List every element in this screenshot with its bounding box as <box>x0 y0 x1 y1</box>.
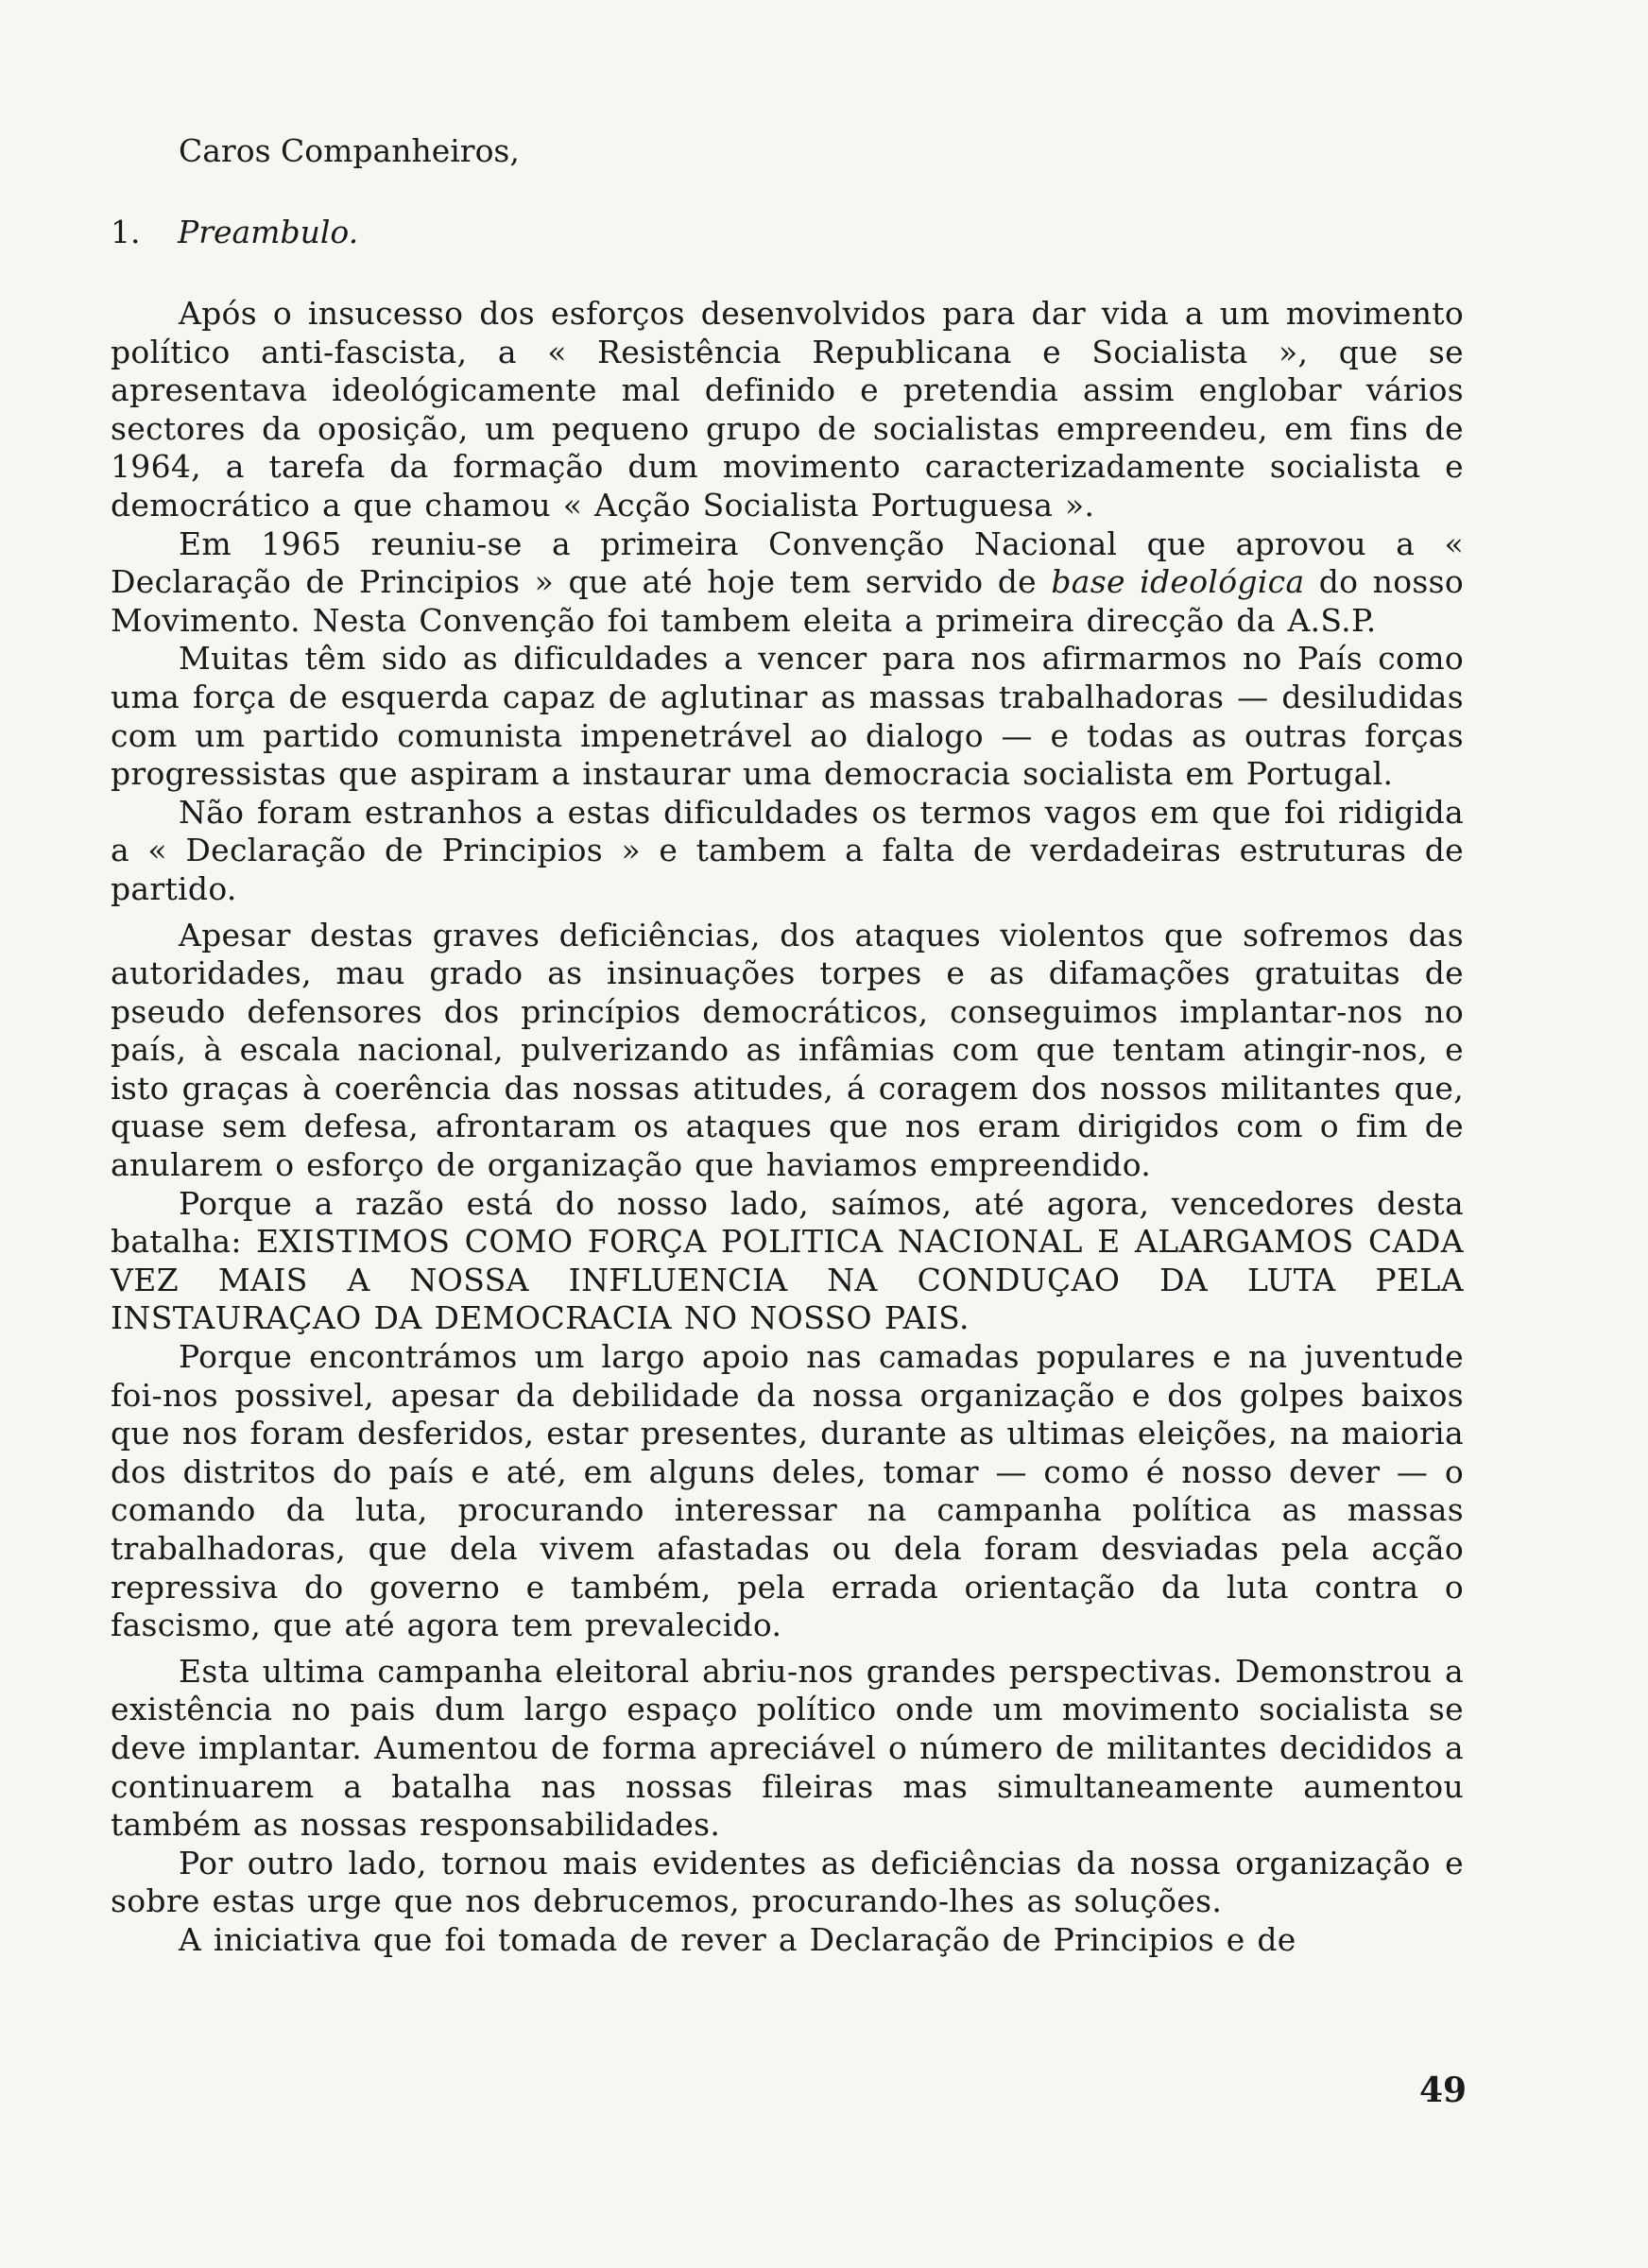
paragraph: Muitas têm sido as dificuldades a vencer para nos afirmarmos no País como uma força de esquerda capaz de aglutinar as massas trabalhadoras — desiludidas com um partido comunista impenetrável ao dialogo — e todas as outras forças progressistas que aspiram a instaurar uma democracia socialista em Portugal. <box>111 640 1464 793</box>
paragraph <box>111 1185 1464 1338</box>
paragraph: A iniciativa que foi tomada de rever a Declaração de Principios e de <box>179 1920 1296 1958</box>
section-number: 1. <box>111 214 141 250</box>
paragraph-text: Em 1965 reuniu-se a primeira Convenção Nacional que aprovou a « Declaração de Principios » que até hoje tem servido de <box>111 524 1464 601</box>
section-heading <box>111 214 1464 251</box>
document-page <box>111 132 1464 1960</box>
capitalized-statement: EXISTIMOS COMO FORÇA POLITICA NACIONAL E ALARGAMOS CADA VEZ MAIS A NOSSA INFLUENCIA NA CONDUÇAO DA LUTA PELA INSTAURAÇAO DA DEMOCRACIA NO NOSSO PAIS. <box>111 1223 1464 1337</box>
section-title: Preambulo. <box>178 214 359 250</box>
paragraph: Por outro lado, tornou mais evidentes as deficiências da nossa organização e sobre estas urge que nos debrucemos, procurando-lhes as soluções. <box>111 1844 1464 1920</box>
paragraph-text: Porque a razão está do nosso lado, saímos, até agora, vencedores desta batalha: <box>111 1184 1464 1261</box>
page-number: 49 <box>1419 2070 1468 2110</box>
paragraph <box>111 525 1464 641</box>
paragraph-text: do nosso Movimento. Nesta Convenção foi tambem eleita a primeira direcção da A.S.P. <box>111 563 1465 639</box>
paragraph: Após o insucesso dos esforços desenvolvidos para dar vida a um movimento político anti-fascista, a « Resistência Republicana e Socialista », que se apresentava ideológicamente mal definido e pretendia assim englobar vários sectores da oposição, um pequeno grupo de socialistas empreendeu, em fins de 1964, a tarefa da formação dum movimento caracterizadamente socialista e democrático a que chamou « Acção Socialista Portuguesa ». <box>111 295 1464 524</box>
salutation: Caros Companheiros, <box>179 132 520 169</box>
paragraph: Não foram estranhos a estas dificuldades os termos vagos em que foi ridigida a « Declaração de Principios » e tambem a falta de verdadeiras estruturas de partido. <box>111 793 1464 907</box>
emphasis-text: base ideológica <box>1051 563 1305 601</box>
paragraph: Porque encontrámos um largo apoio nas camadas populares e na juventude foi-nos possivel, apesar da debilidade da nossa organização e dos golpes baixos que nos foram desferidos, estar presentes, durante as ultimas eleições, na maioria dos distritos do país e até, em alguns deles, tomar — como é nosso dever — o comando da luta, procurando interessar na campanha política as massas trabalhadoras, que dela vivem afastadas ou dela foram desviadas pela acção repressiva do governo e também, pela errada orientação da luta contra o fascismo, que até agora tem prevalecido. <box>111 1338 1464 1644</box>
paragraph: Esta ultima campanha eleitoral abriu-nos grandes perspectivas. Demonstrou a existência no pais dum largo espaço político onde um movimento socialista se deve implantar. Aumentou de forma apreciável o número de militantes decididos a continuarem a batalha nas nossas fileiras mas simultaneamente aumentou também as nossas responsabilidades. <box>111 1652 1464 1844</box>
paragraph: Apesar destas graves deficiências, dos ataques violentos que sofremos das autoridades, mau grado as insinuações torpes e as difamações gratuitas de pseudo defensores dos princípios democráticos, conseguimos implantar-nos no país, à escala nacional, pulverizando as infâmias com que tentam atingir-nos, e isto graças à coerência das nossas atitudes, á coragem dos nossos militantes que, quase sem defesa, afrontaram os ataques que nos eram dirigidos com o fim de anularem o esforço de organização que haviamos empreendido. <box>111 916 1464 1184</box>
